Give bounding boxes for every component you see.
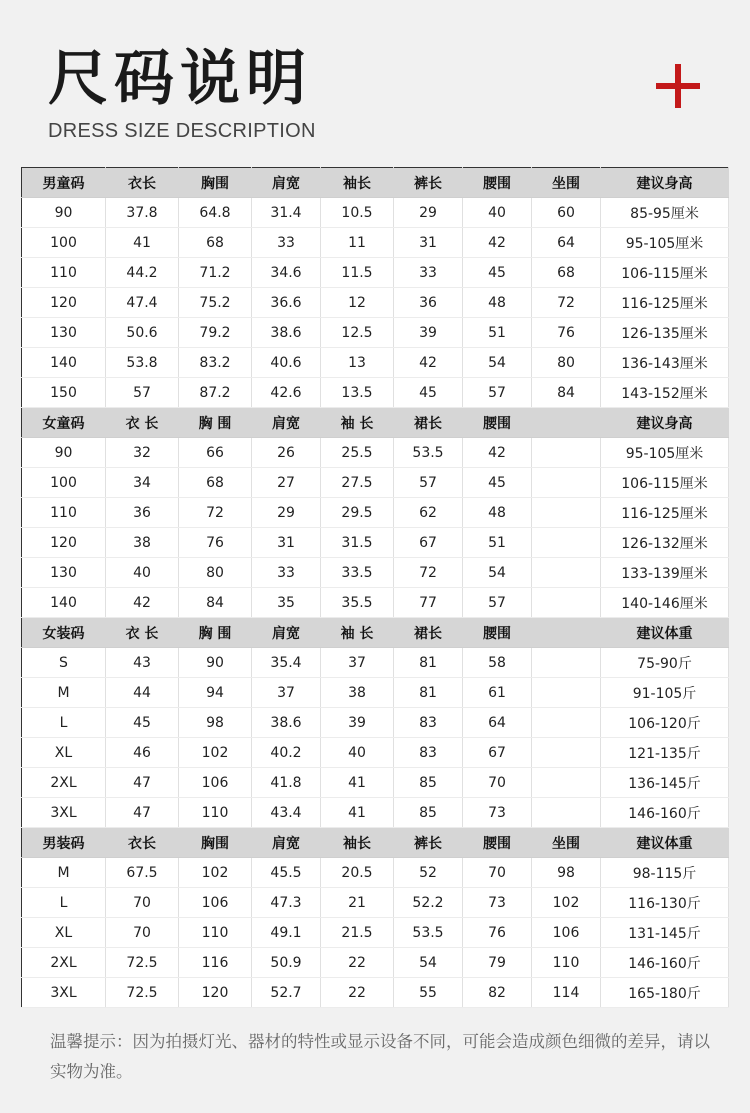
table-cell: 45 (394, 378, 463, 408)
table-cell: 41.8 (252, 768, 321, 798)
page-title: 尺码说明 (48, 44, 312, 114)
table-cell: 114 (532, 978, 601, 1008)
size-table (21, 167, 729, 1008)
table-cell: 126-135厘米 (601, 318, 729, 348)
table-cell: 33.5 (321, 558, 394, 588)
table-cell: 121-135斤 (601, 738, 729, 768)
table-cell: 48 (463, 498, 532, 528)
column-header: 坐围 (532, 168, 601, 198)
column-header: 胸围 (179, 168, 252, 198)
column-header: 肩宽 (252, 168, 321, 198)
table-cell: 49.1 (252, 918, 321, 948)
table-cell: 106 (179, 768, 252, 798)
table-row (22, 498, 729, 528)
table-cell: 26 (252, 438, 321, 468)
table-cell: 150 (22, 378, 106, 408)
column-header: 裤长 (394, 168, 463, 198)
column-header: 肩宽 (252, 828, 321, 858)
table-cell: 38 (106, 528, 179, 558)
table-cell: 73 (463, 798, 532, 828)
table-cell: 2XL (22, 768, 106, 798)
table-cell: 110 (22, 258, 106, 288)
table-cell: 58 (463, 648, 532, 678)
section-header-row (22, 168, 729, 198)
table-row (22, 768, 729, 798)
column-header: 裙长 (394, 618, 463, 648)
table-cell: 34.6 (252, 258, 321, 288)
table-cell: 22 (321, 948, 394, 978)
column-header: 衣 长 (106, 618, 179, 648)
table-cell: 75.2 (179, 288, 252, 318)
table-cell: 70 (106, 918, 179, 948)
table-cell: 40 (321, 738, 394, 768)
table-cell: 57 (463, 378, 532, 408)
column-header: 肩宽 (252, 408, 321, 438)
table-cell: 54 (394, 948, 463, 978)
table-row (22, 378, 729, 408)
table-cell: 45 (463, 468, 532, 498)
table-cell: 52.7 (252, 978, 321, 1008)
table-row (22, 438, 729, 468)
table-cell: 21.5 (321, 918, 394, 948)
table-cell: 46 (106, 738, 179, 768)
table-cell: 98 (179, 708, 252, 738)
table-cell: 40 (463, 198, 532, 228)
table-cell: 67 (394, 528, 463, 558)
table-cell (532, 798, 601, 828)
table-cell: 85 (394, 768, 463, 798)
table-cell: 95-105厘米 (601, 228, 729, 258)
table-cell: 38 (321, 678, 394, 708)
table-cell: 36 (106, 498, 179, 528)
table-cell: 47.4 (106, 288, 179, 318)
table-cell: 100 (22, 228, 106, 258)
table-cell: 3XL (22, 978, 106, 1008)
table-cell (532, 558, 601, 588)
table-cell: 81 (394, 678, 463, 708)
table-cell: 39 (394, 318, 463, 348)
column-header: 女童码 (22, 408, 106, 438)
table-cell: 47 (106, 798, 179, 828)
table-cell: 41 (321, 768, 394, 798)
table-cell: 38.6 (252, 318, 321, 348)
table-cell: 100 (22, 468, 106, 498)
table-cell: 116-125厘米 (601, 498, 729, 528)
table-cell: 12 (321, 288, 394, 318)
table-cell: 76 (463, 918, 532, 948)
page-subtitle: DRESS SIZE DESCRIPTION (48, 120, 316, 142)
table-cell: 82 (463, 978, 532, 1008)
table-cell: 83 (394, 708, 463, 738)
table-cell: 73 (463, 888, 532, 918)
table-cell: 106 (532, 918, 601, 948)
table-cell: 35.5 (321, 588, 394, 618)
table-cell: 72 (179, 498, 252, 528)
table-cell: 71.2 (179, 258, 252, 288)
table-cell: 13.5 (321, 378, 394, 408)
column-header: 建议身高 (601, 168, 729, 198)
table-cell: 54 (463, 348, 532, 378)
column-header (532, 408, 601, 438)
table-cell: 37 (321, 648, 394, 678)
table-cell: 27.5 (321, 468, 394, 498)
table-row (22, 468, 729, 498)
table-row (22, 558, 729, 588)
table-row (22, 258, 729, 288)
table-cell: 33 (252, 228, 321, 258)
table-cell: 98-115斤 (601, 858, 729, 888)
table-cell: 75-90斤 (601, 648, 729, 678)
table-cell: 31 (252, 528, 321, 558)
table-cell: 140 (22, 348, 106, 378)
table-cell (532, 648, 601, 678)
table-cell: 3XL (22, 798, 106, 828)
column-header: 女装码 (22, 618, 106, 648)
table-cell: 102 (179, 858, 252, 888)
table-cell: 106 (179, 888, 252, 918)
column-header: 腰围 (463, 618, 532, 648)
table-cell: 136-143厘米 (601, 348, 729, 378)
table-row (22, 588, 729, 618)
table-cell: 39 (321, 708, 394, 738)
table-cell: 95-105厘米 (601, 438, 729, 468)
table-cell: 31.5 (321, 528, 394, 558)
table-cell: 36 (394, 288, 463, 318)
table-row (22, 648, 729, 678)
table-row (22, 198, 729, 228)
table-cell: 120 (179, 978, 252, 1008)
table-row (22, 978, 729, 1008)
table-cell: 110 (179, 918, 252, 948)
table-cell: 31 (394, 228, 463, 258)
table-cell: 44.2 (106, 258, 179, 288)
table-cell: 35 (252, 588, 321, 618)
table-cell: 85 (394, 798, 463, 828)
table-cell: 33 (252, 558, 321, 588)
table-cell: 41 (106, 228, 179, 258)
table-cell: 52 (394, 858, 463, 888)
table-cell: 116-130斤 (601, 888, 729, 918)
table-cell: 32 (106, 438, 179, 468)
column-header: 裙长 (394, 408, 463, 438)
table-cell: 79.2 (179, 318, 252, 348)
table-cell: 143-152厘米 (601, 378, 729, 408)
table-cell: 64 (463, 708, 532, 738)
table-row (22, 348, 729, 378)
table-cell: 64.8 (179, 198, 252, 228)
table-cell: 68 (179, 468, 252, 498)
table-cell: 54 (463, 558, 532, 588)
table-cell: 61 (463, 678, 532, 708)
table-cell: 60 (532, 198, 601, 228)
notice-text: 温馨提示：因为拍摄灯光、器材的特性或显示设备不同，可能会造成颜色细微的差异，请以实物为准。 (50, 1032, 710, 1081)
table-cell: 11 (321, 228, 394, 258)
table-cell: 68 (532, 258, 601, 288)
table-cell: 72 (394, 558, 463, 588)
table-cell: 47.3 (252, 888, 321, 918)
table-cell: 85-95厘米 (601, 198, 729, 228)
table-cell: 116-125厘米 (601, 288, 729, 318)
table-cell: 131-145斤 (601, 918, 729, 948)
table-cell: 25.5 (321, 438, 394, 468)
table-cell: 116 (179, 948, 252, 978)
column-header: 胸 围 (179, 408, 252, 438)
table-cell: 29.5 (321, 498, 394, 528)
table-cell: 106-115厘米 (601, 468, 729, 498)
table-cell: 70 (463, 858, 532, 888)
table-cell: 126-132厘米 (601, 528, 729, 558)
table-cell: 102 (179, 738, 252, 768)
column-header: 男童码 (22, 168, 106, 198)
table-cell: 64 (532, 228, 601, 258)
table-cell: 120 (22, 288, 106, 318)
table-cell: 140-146厘米 (601, 588, 729, 618)
table-cell: 77 (394, 588, 463, 618)
table-cell: 130 (22, 318, 106, 348)
table-cell: 40 (106, 558, 179, 588)
table-cell: 146-160斤 (601, 948, 729, 978)
table-cell: 2XL (22, 948, 106, 978)
table-cell: 42 (106, 588, 179, 618)
table-cell: 35.4 (252, 648, 321, 678)
table-cell: 91-105斤 (601, 678, 729, 708)
table-cell: 80 (532, 348, 601, 378)
table-cell: 50.9 (252, 948, 321, 978)
table-cell: 106-120斤 (601, 708, 729, 738)
table-row (22, 918, 729, 948)
table-cell: 133-139厘米 (601, 558, 729, 588)
table-row (22, 528, 729, 558)
table-cell: 13 (321, 348, 394, 378)
column-header: 裤长 (394, 828, 463, 858)
table-row (22, 948, 729, 978)
table-cell: 57 (106, 378, 179, 408)
table-cell: 120 (22, 528, 106, 558)
table-cell: 22 (321, 978, 394, 1008)
table-row (22, 798, 729, 828)
column-header: 建议体重 (601, 618, 729, 648)
table-cell: 84 (179, 588, 252, 618)
column-header: 衣 长 (106, 408, 179, 438)
table-cell: 42.6 (252, 378, 321, 408)
section-header-row (22, 618, 729, 648)
section-header-row (22, 408, 729, 438)
column-header: 胸 围 (179, 618, 252, 648)
column-header: 建议体重 (601, 828, 729, 858)
table-cell: S (22, 648, 106, 678)
table-cell (532, 678, 601, 708)
table-cell: 41 (321, 798, 394, 828)
table-cell: 12.5 (321, 318, 394, 348)
table-cell (532, 588, 601, 618)
table-cell: 72 (532, 288, 601, 318)
table-cell: 130 (22, 558, 106, 588)
table-cell: 10.5 (321, 198, 394, 228)
section-header-row (22, 828, 729, 858)
table-cell: 136-145斤 (601, 768, 729, 798)
table-cell: 81 (394, 648, 463, 678)
table-cell (532, 528, 601, 558)
table-cell: 102 (532, 888, 601, 918)
table-cell: 48 (463, 288, 532, 318)
column-header: 胸围 (179, 828, 252, 858)
table-cell: 33 (394, 258, 463, 288)
table-cell: XL (22, 738, 106, 768)
table-cell: 43.4 (252, 798, 321, 828)
table-row (22, 738, 729, 768)
table-cell: 44 (106, 678, 179, 708)
table-cell: 45 (463, 258, 532, 288)
table-row (22, 678, 729, 708)
column-header: 衣长 (106, 828, 179, 858)
table-cell: 42 (394, 348, 463, 378)
table-row (22, 708, 729, 738)
table-cell: 29 (394, 198, 463, 228)
column-header: 袖 长 (321, 408, 394, 438)
table-cell: 50.6 (106, 318, 179, 348)
table-cell: 76 (179, 528, 252, 558)
table-cell: M (22, 858, 106, 888)
table-cell (532, 468, 601, 498)
table-cell: 45 (106, 708, 179, 738)
table-cell: 53.5 (394, 438, 463, 468)
table-cell: 72.5 (106, 948, 179, 978)
table-cell: 90 (22, 438, 106, 468)
column-header: 袖长 (321, 828, 394, 858)
table-cell: 20.5 (321, 858, 394, 888)
table-cell: 90 (22, 198, 106, 228)
table-cell: 11.5 (321, 258, 394, 288)
table-cell: 52.2 (394, 888, 463, 918)
table-cell: 42 (463, 228, 532, 258)
table-cell: 140 (22, 588, 106, 618)
column-header: 衣长 (106, 168, 179, 198)
table-cell: 67.5 (106, 858, 179, 888)
table-cell: 83.2 (179, 348, 252, 378)
table-cell: 40.6 (252, 348, 321, 378)
table-cell: 72.5 (106, 978, 179, 1008)
table-cell: 84 (532, 378, 601, 408)
plus-icon (656, 64, 700, 108)
table-cell: 62 (394, 498, 463, 528)
table-cell (532, 708, 601, 738)
table-cell: 21 (321, 888, 394, 918)
column-header: 袖长 (321, 168, 394, 198)
table-cell: 37.8 (106, 198, 179, 228)
column-header: 腰围 (463, 408, 532, 438)
table-row (22, 288, 729, 318)
column-header: 肩宽 (252, 618, 321, 648)
table-cell: 40.2 (252, 738, 321, 768)
table-row (22, 228, 729, 258)
table-cell: 51 (463, 318, 532, 348)
table-cell: 94 (179, 678, 252, 708)
table-cell: 67 (463, 738, 532, 768)
table-row (22, 318, 729, 348)
table-cell: 87.2 (179, 378, 252, 408)
table-cell: 55 (394, 978, 463, 1008)
table-cell: 36.6 (252, 288, 321, 318)
table-cell: 45.5 (252, 858, 321, 888)
table-cell (532, 768, 601, 798)
table-cell (532, 498, 601, 528)
column-header: 腰围 (463, 168, 532, 198)
table-row (22, 888, 729, 918)
table-row (22, 858, 729, 888)
table-cell: 68 (179, 228, 252, 258)
table-cell: L (22, 888, 106, 918)
table-cell: 106-115厘米 (601, 258, 729, 288)
table-cell: 53.5 (394, 918, 463, 948)
table-cell: 98 (532, 858, 601, 888)
table-cell: 42 (463, 438, 532, 468)
table-cell: 90 (179, 648, 252, 678)
table-cell: XL (22, 918, 106, 948)
table-cell: 80 (179, 558, 252, 588)
table-cell: 43 (106, 648, 179, 678)
table-cell: 53.8 (106, 348, 179, 378)
table-cell: 165-180斤 (601, 978, 729, 1008)
table-cell: 66 (179, 438, 252, 468)
table-cell: 110 (22, 498, 106, 528)
table-cell: 37 (252, 678, 321, 708)
table-cell: 27 (252, 468, 321, 498)
table-cell: 34 (106, 468, 179, 498)
table-cell (532, 438, 601, 468)
column-header: 男装码 (22, 828, 106, 858)
column-header: 建议身高 (601, 408, 729, 438)
column-header: 袖 长 (321, 618, 394, 648)
table-cell: L (22, 708, 106, 738)
table-cell: 70 (106, 888, 179, 918)
column-header: 坐围 (532, 828, 601, 858)
table-cell: 51 (463, 528, 532, 558)
table-cell: 110 (532, 948, 601, 978)
table-cell: 76 (532, 318, 601, 348)
column-header: 腰围 (463, 828, 532, 858)
table-cell: 83 (394, 738, 463, 768)
table-cell (532, 738, 601, 768)
table-cell: 146-160斤 (601, 798, 729, 828)
table-cell: 57 (394, 468, 463, 498)
table-cell: 31.4 (252, 198, 321, 228)
table-cell: 110 (179, 798, 252, 828)
table-cell: 38.6 (252, 708, 321, 738)
table-cell: 57 (463, 588, 532, 618)
column-header (532, 618, 601, 648)
table-cell: M (22, 678, 106, 708)
table-cell: 29 (252, 498, 321, 528)
table-cell: 47 (106, 768, 179, 798)
table-cell: 79 (463, 948, 532, 978)
table-cell: 70 (463, 768, 532, 798)
